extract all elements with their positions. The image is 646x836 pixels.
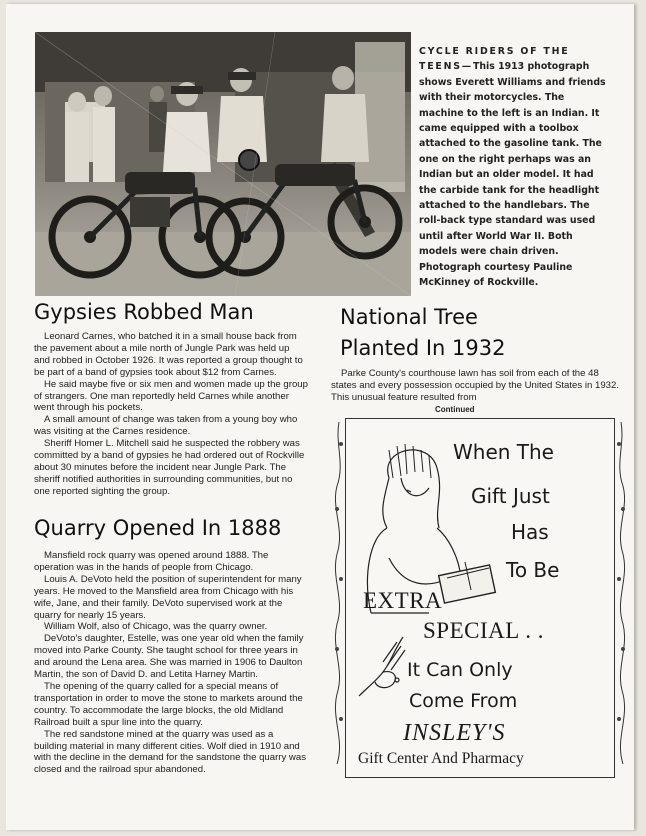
ad-extra: EXTRA bbox=[363, 588, 443, 613]
motorcycle-photo bbox=[35, 32, 411, 296]
ad-special: SPECIAL . . bbox=[423, 618, 544, 643]
quarry-paragraph: Mansfield rock quarry was opened around 1888. The operation was in the hands of people from Chicago. bbox=[34, 550, 269, 573]
photo-caption bbox=[419, 44, 609, 291]
gypsies-paragraph: He said maybe five or six men and women made up the group of strangers. One man reportedly held Carnes while another went through his pockets. bbox=[34, 378, 308, 414]
store-subtitle: Gift Center And Pharmacy bbox=[358, 750, 524, 767]
quarry-paragraph: William Wolf, also of Chicago, was the quarry owner. bbox=[44, 621, 268, 633]
tree-headline bbox=[340, 302, 505, 364]
quarry-headline: Quarry Opened In 1888 bbox=[34, 516, 282, 540]
tree-headline-line2: Planted In 1932 bbox=[340, 336, 506, 360]
ad-line-gift: Gift Just bbox=[471, 484, 550, 508]
ad-line-has: Has bbox=[511, 520, 549, 544]
ad-line-only: It Can Only bbox=[407, 659, 513, 681]
caption-lead: CYCLE RIDERS OF THE TEENS— bbox=[419, 46, 570, 73]
photo-drawing bbox=[35, 32, 411, 296]
quarry-paragraph: The opening of the quarry called for a special means of transportation in order to move the stone to markets around the country. To accommodate the large blocks, the old Midland Railroad built a spur line into the quarry. bbox=[34, 680, 303, 728]
bird-icon bbox=[353, 632, 413, 702]
caption-text: This 1913 photograph shows Everett Williams and friends with their motorcycles. The machine to the left is an Indian. It came equipped with a toolbox attached to the gasoline tank. The one on the right perhaps was an Indian but an older model. It had the carbide tank for the headlight attached to the handlebars. The roll-back type standard was used until after World War II. Both models were chain driven. Photograph courtesy Pauline McKinney of Rockville. bbox=[419, 61, 606, 289]
tree-headline-line1: National Tree bbox=[340, 305, 478, 329]
ad-line-tobe: To Be bbox=[506, 558, 560, 582]
quarry-article bbox=[34, 550, 308, 776]
quarry-paragraph: The red sandstone mined at the quarry was used as a building material in many different cities. Wolf died in 1910 and with the decline in the demand for the sandstone the quarry was closed and the railroad spur abandoned. bbox=[34, 728, 306, 776]
ad-line-from: Come From bbox=[409, 690, 518, 712]
tree-paragraph: Parke County's courthouse lawn has soil from each of the 48 states and every possession occupied by the United States in 1932. This unusual feature resulted from bbox=[331, 368, 619, 403]
gypsies-article bbox=[34, 331, 308, 498]
gypsies-paragraph: A small amount of change was taken from a young boy who was visiting at the Carnes residence. bbox=[34, 414, 298, 438]
insleys-advertisement bbox=[333, 414, 629, 786]
ad-line-when: When The bbox=[453, 440, 554, 464]
tree-article bbox=[331, 368, 627, 416]
store-name: INSLEY'S bbox=[403, 720, 506, 746]
gypsies-headline: Gypsies Robbed Man bbox=[34, 300, 254, 324]
continued-label: Continued bbox=[435, 404, 475, 414]
quarry-paragraph: Louis A. DeVoto held the position of superintendent for many years. He moved to the Mansfield area from Chicago with his wife, Jane, and their family. DeVoto supervised work at the quarry for nearly 15 years. bbox=[34, 573, 302, 621]
gypsies-paragraph: Leonard Carnes, who batched it in a small house back from the pavement about a mile north of Jungle Park was held up and robbed in October 1926. It was reported a group thought to be part of a band of gypsies took about $12 from Carnes. bbox=[34, 331, 303, 378]
quarry-paragraph: DeVoto's daughter, Estelle, was one year old when the family moved into Parke County. She taught school for three years in and around the Lena area. She was married in 1906 to Daulton Martin, the son of David D. and Letita Harney Martin. bbox=[34, 633, 304, 681]
gypsies-paragraph: Sheriff Homer L. Mitchell said he suspected the robbery was committed by a band of gypsies he had ordered out of Rockville about 30 minutes before the incident near Jungle Park. The sheriff notified authorities in surrounding communities, but no one reported sighting the group. bbox=[34, 438, 305, 497]
